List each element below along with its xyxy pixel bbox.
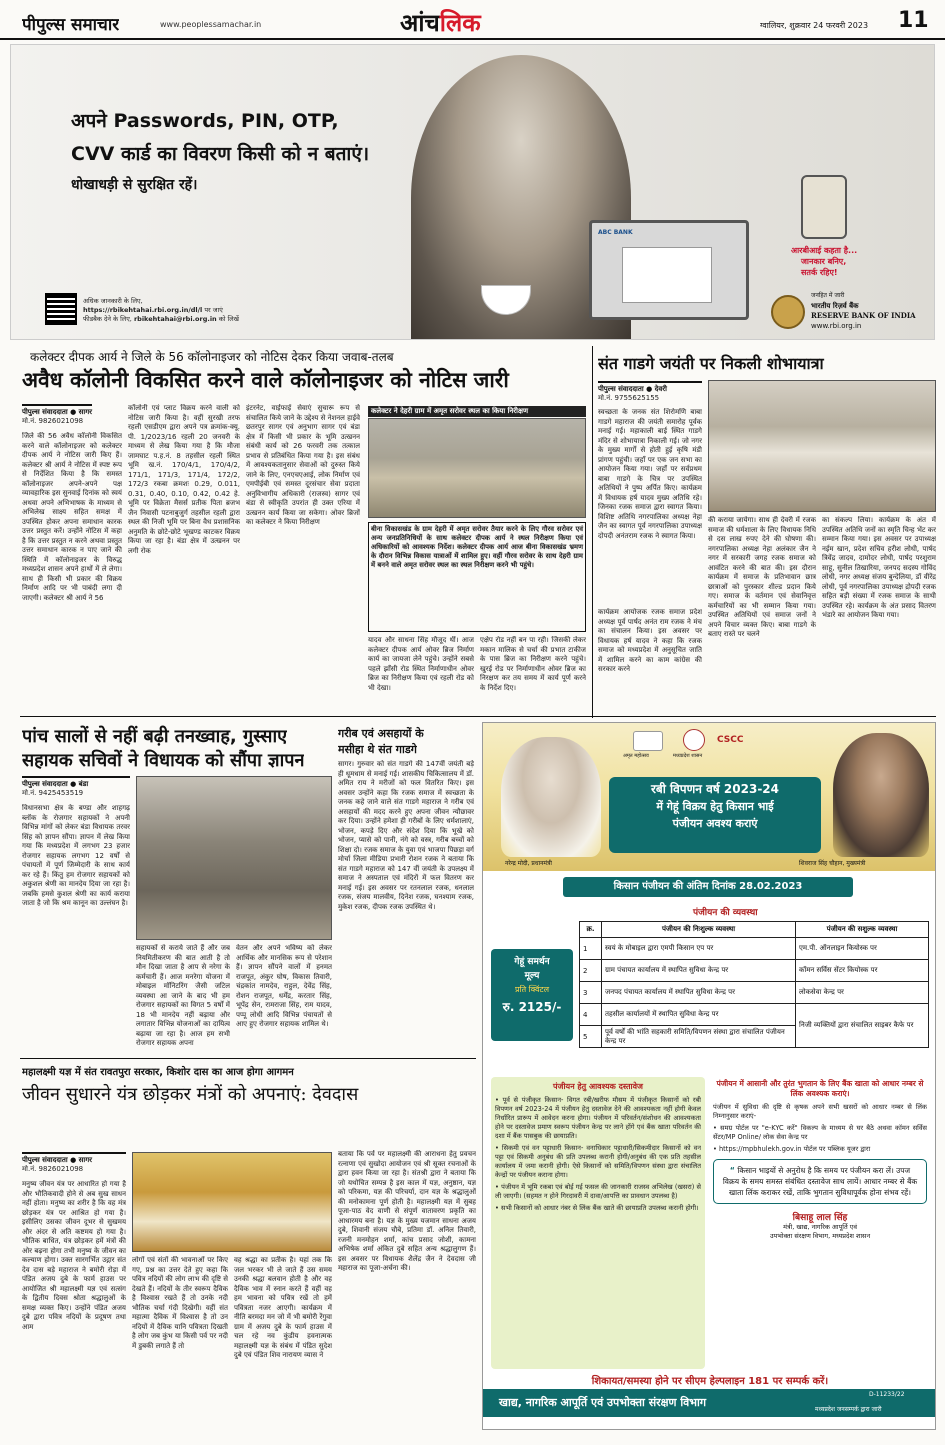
story1-col5: एक्षेप रोड नहीं बन पा रही। जिसकी लेकर मकान मालिक से चर्चा की प्रभात टाकीज के पास ब्रिज का निरीक्षण करने पहुंचे। खुरई रोड पर निर्माणाधीन ओवर ब्रिज का निरक्षण कर तय समय में कार्य पूर्ण करने के निर्देश दिए। bbox=[480, 636, 586, 692]
story5-col3: वह श्रद्धा का प्रतीक है। यहां तक कि जल भरकर भी ले जाते हैं उस समय उनकी श्रद्धा बलवान होती है और वह दैविक भाव में स्नान करते हैं वहीं वह हम भावना को पवित्र रखें तो हमें पवित्रता नजर आएगी। कार्यक्रम में नीति बरमदा मन जो में भी बमोरी रेंगुवा ग्राम में अजय दुबे के फार्म हाउस में चल रहे नव कुंडीय हवनात्मक महालक्ष्मी यज्ञ के संबंध में पंडित सुदेश दुबे एवं पंडित शिव नारायण व्यास ने bbox=[234, 1256, 332, 1359]
rbi-issuer-block bbox=[811, 291, 916, 331]
story3-phone: मो.नं. 9425453519 bbox=[22, 789, 84, 797]
pay-title: पंजीयन में आसानी और तुरंत भुगतान के लिए बैंक खाता को आधार नम्बर से लिंक अवश्यक कराएं। bbox=[716, 1079, 924, 1098]
page-number: 11 bbox=[898, 8, 929, 33]
story3-byline: पीपुल्स संवाददाता ● बंडा bbox=[22, 776, 130, 789]
story1-col2: कॉलोनी एवं प्लाट विक्रय करने वाली को नोटिस जारी किया है। वहीं सुरखी तरफ रहली एसडीएम द्वारा अपने पत्र क्रमांक-क्यू. पी. 1/2023/16 रहली 20 जनवरी के माध्यम से लेख किया गया है कि मौजा जामघाट प.ह.नं. 8 तहसील रहली स्थित भूमि ख.नं. 170/4/1, 170/4/2, 171/1, 171/3, 171/4, 172/2, 172/3 रकबा क्रमशः 0.29, 0.011, 0.31, 0.40, 0.10, 0.42, 0.42 हे. भूमि पर विक्रेता मैसर्स प्रतीक पिता ब्रजभ जैन निवासी पटनाबुजुर्ग तहसील रहली द्वारा स्थल की निजी भूमि पर बिना वैध प्रशासनिक अनुमति के छोटे-छोटे भूखण्ड काटकर विक्रय किया जा रहा है। बंडा क्षेत्र में उत्खनन पर लगी रोक bbox=[128, 404, 240, 555]
kisan-deadline: किसान पंजीयन की अंतिम दिनांक 28.02.2023 bbox=[563, 877, 853, 897]
story1-col4: यादव और साधना सिंह मौजूद थीं। आज कलेक्टर दीपक आर्य ओवर ब्रिज निर्माण कार्य का जायजा लेने पहुंचे। उन्होंने सबसे पहले झाँसी रोड स्थित निर्माणाधीन ओवर ब्रिज का निरीक्षण किया एवं रहली रोड को भी देखा। bbox=[368, 636, 474, 692]
story1-col1: जिले की 56 अवैध कॉलोनी विकसित करने वाले कॉलोनाइजर को कलेक्टर दीपक आर्य ने नोटिस जारी किए हैं। कलेक्टर श्री आर्य ने नोटिस में स्पष्ट रूप से निर्देशित किया है कि समस्त कॉलोनाइजर अपने-अपने पक्ष व्यावहारिक इस सुनवाई दिनांक को स्वयं अथवा अपने अभिभाषक के माध्यम से अभिलेख साक्ष्य सहित समक्ष में उपस्थित होकर अपना समाधान कारक उत्तर प्रस्तुत करें। उन्होंने नोटिस में कहा है कि उत्तर प्रस्तुत न करने अथवा प्रस्तुत उत्तर समाधान कारक न पाए जाने की स्थिति में कॉलोनाइजर के विरुद्ध मध्यप्रदेश शासन अपने हाथों में ले लेगा। साथ ही किसी भी प्रकार की विक्रय निर्माण आदि पर भी पाबंदी लगा दी जाएगी। कलेक्टर श्री आर्य ने 56 bbox=[22, 432, 122, 602]
table-cell: तहसील कार्यालयों में स्थापित सुविधा केन्द्र पर bbox=[602, 1004, 796, 1026]
rbi-info-3: फीडबैक देने के लिए, bbox=[83, 315, 132, 323]
story3-headline-2: सहायक सचिवों ने विधायक को सौंपा ज्ञापन bbox=[22, 750, 305, 771]
story3-col3: वेतन और अपने भविष्य को लेकर आर्थिक और मानसिक रूप से परेशान हैं। ज्ञापन सौंपने वालों में हनमत राजपूत, अंकुर घोष, विकास तिवारी, चंद्रकांत नामदेव, राहुल, देवेंद्र सिंह, रोशन राजपूत, धर्मेंद्र, करतार सिंह, भूपेंद्र सेन, रामराजा सिंह, राम यादव, पप्पू लोधी आदि विभिन्न पंचायतों से आए हुए रोजगार सहायक शामिल थे। bbox=[236, 944, 332, 1028]
signatory: बिसाहू लाल सिंह bbox=[792, 1213, 848, 1223]
story1-photo-caption-title: कलेक्टर ने देहरी ग्राम में अमृत सरोवर स्थल का किया निरीक्षण bbox=[368, 406, 586, 417]
kisan-banner-1: रबी विपणन वर्ष 2023-24 bbox=[650, 782, 780, 796]
story1-photo-caption: बीना विकासखंड के ग्राम देहरी में अमृत सरोवर तैयार करने के लिए गौरव सरोवर एवं अन्य जनप्रतिनिधियों के साथ कलेक्टर दीपक आर्य ने स्थल निरीक्षण किया एवं अधिकारियों को आवश्यक निर्देश। कलेक्टर दीपक आर्य आज बीना विकासखंड भ्रमण के दौरान विभिन्न विकास यात्राओं में शामिल हुए। वहीं गौरव सरोवर के साथ देहरी ग्राम में बनने वाले अमृत सरोवर स्थल का स्थल निरीक्षण करने भी पहुंचे। bbox=[368, 522, 586, 632]
divider bbox=[592, 346, 593, 718]
table-row bbox=[580, 960, 929, 982]
rbi-info-block bbox=[83, 297, 423, 324]
amrit-logo-label: अमृत महोत्सव bbox=[623, 753, 649, 759]
mp-logo-label: मध्यप्रदेश शासन bbox=[673, 753, 703, 759]
table-cell: स्वयं के मोबाइल द्वारा एमपी किसान एप पर bbox=[602, 938, 796, 960]
rbi-line-2: CVV कार्ड का विवरण किसी को न बताएं। bbox=[71, 143, 370, 165]
rbi-bank-hi: भारतीय रिज़र्व बैंक bbox=[811, 302, 859, 310]
table-cell: 5 bbox=[580, 1026, 602, 1048]
ad-code: D-11233/22 bbox=[869, 1391, 905, 1398]
story2-photo bbox=[708, 380, 936, 512]
table-cell: पूर्व वर्षों की भांति सहकारी समिति/विपणन संस्था द्वारा संचालित पंजीयन केन्द्र पर bbox=[602, 1026, 796, 1048]
cscc-logo: CSCC bbox=[717, 735, 744, 745]
dateline: ग्वालियर, शुक्रवार 24 फरवरी 2023 bbox=[760, 21, 869, 30]
dept-bar bbox=[483, 1389, 936, 1417]
amrit-logo-icon bbox=[633, 731, 663, 751]
msp-1: गेहूं समर्थन bbox=[514, 957, 550, 967]
table-cell: एम.पी. ऑनलाइन कियोस्क पर bbox=[796, 938, 929, 960]
table-cell: 3 bbox=[580, 982, 602, 1004]
story2-col3: की कराया जायेगा। साथ ही देवरी में रजक समाज की धर्मशाला के लिए विधायक निधि से दस लाख रुपए देने की घोषणा की। नगरपालिका अध्यक्ष नेहा अलंकार जैन ने नगर में सरकारी जगह रजक समाज को आवंटित करने की बात की। इस दौरान कार्यक्रम में समाज के प्रतिभावान छात्र छात्राओं को पुरस्कार शील्ड प्रदान किये गए। समाज के वर्तमान एवं सेवानिवृत्त कर्मचारियों का भी सम्मान किया गया। उपस्थित अतिथियों एवं समाज जनों ने अपने विचार व्यक्त किए। बाबा गाडगे के बताए रास्ते पर चलने bbox=[708, 516, 816, 638]
pay-body: पंजीयन में सुविधा की दृष्टि से कृषक अपने सभी खसरों को आधार नम्बर से लिंक निम्नानुसार कराएं- bbox=[713, 1103, 927, 1120]
story5-photo bbox=[132, 1152, 332, 1252]
chouhan-caption: शिवराज सिंह चौहान, मुख्यमंत्री bbox=[799, 860, 866, 867]
rbi-ad bbox=[10, 44, 935, 340]
docs-4: • सभी किसानों को आधार नंबर से लिंक बैंक खाते की छायाप्रति उपलब्ध करानी होगी। bbox=[495, 1204, 699, 1212]
quote-mark-icon: “ bbox=[729, 1166, 738, 1175]
story1-col3: इंटरनेट, वाईफाई सेवाएं सुचारू रूप से संचालित किये जाने के उद्देश्य से नेशनल हाईवे छतरपुर सागर एवं अनुभाग सागर एवं बंडा क्षेत्र में किसी भी प्रकार के भूमि उत्खनन संबंधी कार्य को 26 फरवरी तक तत्काल प्रभाव से प्रतिबंधित किया गया है। इस संबंध में आवश्यकतानुसार सेवाओं को दुरुस्त किये जाने के लिए, एनएचएआई, लोक निर्माण एवं एमपीईबी एवं समस्त दूरसंचार सेवा प्रदाता अनुविभागीय अधिकारी (राजस्व) सागर एवं बंडा से स्वीकृति उपरांत ही उक्त एरिया में उत्खनन कार्य किया जा सकेगा। ओवर ब्रिजों का कलेक्टर ने किया निरीक्षण bbox=[246, 404, 360, 526]
kisan-banner bbox=[483, 723, 936, 871]
table-cell: 1 bbox=[580, 938, 602, 960]
rbi-url[interactable]: https://rbikehtahai.rbi.org.in/dl/l bbox=[83, 306, 203, 314]
table-cell: 2 bbox=[580, 960, 602, 982]
table-cell: कॉमन सर्विस सेंटर कियोस्क पर bbox=[796, 960, 929, 982]
kisan-banner-box bbox=[609, 777, 821, 853]
story1-headline: अवैध कॉलोनी विकसित करने वाले कॉलोनाइजर को नोटिस जारी bbox=[22, 367, 509, 392]
rbi-info-2: पर जाएं bbox=[204, 306, 223, 314]
story5-col1: मनुष्य जीवन यंत्र पर आधारित हो गया है और भौतिकवादी होने से अब सुख साधन नहीं होता। मनुष्य का शरीर है कि वह मंत्र छोड़कर यंत्र पर आश्रित हो गया है। इसीलिए उसका जीवन दूभर से सुखमय और अंदर से अति कष्टमय हो गया है। भौतिक बाधित, यंत्र छोड़कर हमें मंत्रों की ओर बढ़ना होगा तभी मनुष्य के जीवन का कल्याण होगा। उक्त सारगर्भित उद्गार संत देव दास बड़े महाराज ने बमोरी रोड़ा में पंडित अजय दुबे के फार्म हाउस पर आयोजित श्री महालक्ष्मी यज्ञ एवं सत्संग के द्वितीय दिवस श्रोता श्रद्धालुओं के समक्ष व्यक्त किए। उन्होंने पंडित अजय दुबे द्वारा पवित्र नदियों के प्रदूषण तथा आम bbox=[22, 1180, 126, 1331]
laptop-form bbox=[622, 247, 712, 303]
rbi-slogan bbox=[791, 245, 857, 278]
story5-kicker: महालक्ष्मी यज्ञ में संत रावतपुरा सरकार, किशोर दास का आज होगा आगमन bbox=[22, 1067, 294, 1078]
story2-col2: कार्यक्रम आयोजक रजक समाज प्रदेश अध्यक्ष पूर्व पार्षद अनंत राम रजक ने मंच का संचालन किया। इस अवसर पर विधायक हर्ष यादव ने कहा कि रजक समाज को मध्यप्रदेश में अनुसूचित जाति में शामिल करने का काम कांग्रेस की सरकार करने bbox=[598, 608, 702, 673]
qr-code-icon bbox=[45, 293, 77, 325]
table-cell: जनपद पंचायत कार्यालय में स्थापित सुविधा केन्द्र पर bbox=[602, 982, 796, 1004]
story3-headline-1: पांच सालों से नहीं बढ़ी तनख्वाह, गुस्साए bbox=[22, 726, 288, 747]
story2-headline: संत गाडगे जयंती पर निकली शोभायात्रा bbox=[598, 354, 824, 373]
sign-title-1: मंत्री, खाद्य, नागरिक आपूर्ति एवं bbox=[783, 1223, 857, 1231]
docs-1: • पूर्व से पंजीकृत किसान- विगत रबी/खरीफ मौसम में पंजीकृत किसानों को रबी विपणन वर्ष 2023-24 में पंजीयन हेतु दस्तावेज देने की आवश्यकता नहीं होगी केवल निर्धारित प्रारूप में आवेदन करना होगा। पंजीयन में परिवर्तन/संशोधन की आवश्यकता होने पर दस्तावेज प्रमाण स्वरूप पंजीयन केन्द्र पर लाने होंगे एवं बैंक खाता परिवर्तन की दशा में बैंक पासबुक की छायाप्रति। bbox=[495, 1096, 701, 1140]
chouhan-photo bbox=[833, 733, 929, 857]
rbi-mascot-icon bbox=[801, 175, 847, 239]
docs-box bbox=[491, 1077, 705, 1369]
paper-name: पीपुल्स समाचार bbox=[22, 15, 120, 35]
story2-byline: पीपुल्स संवाददाता ● देवरी bbox=[598, 381, 702, 394]
table-header: क्र. bbox=[580, 922, 602, 938]
story3-col1: विधानसभा क्षेत्र के बण्डा और शाहगढ़ ब्लॉक के रोजगार सहायकों ने अपनी विभिन्न मांगों को लेकर बंडा विधायक तरवर सिंह को ज्ञापन सौंपा। ज्ञापन में लेख किया गया कि मध्यप्रदेश में लगभग 23 हजार रोजगार सहायक लगभग 12 वर्षों से पंचायतों में पूर्ण जिम्मेदारी के साथ कार्य कर रहे हैं। किंतु हम रोजगार सहायकों को अकुशल श्रेणी का मानदेय दिया जा रहा है। जबकि हमसे कुशल श्रेणी का कार्य कराया जाता है जो कि श्रम कानून का उल्लंघन है। bbox=[22, 804, 130, 907]
helpline: शिकायत/समस्या होने पर सीएम हेल्पलाइन 181 पर सम्पर्क करें। bbox=[591, 1376, 829, 1387]
rbi-info-1: अधिक जानकारी के लिए, bbox=[83, 297, 143, 305]
ad-issuer: मध्यप्रदेश जनसम्पर्क द्वारा जारी bbox=[815, 1406, 882, 1413]
msp-2: मूल्य bbox=[524, 971, 540, 981]
quote-text: किसान भाइयों से अनुरोध है कि समय पर पंजीयन करा लें। उपज विक्रय के समय समस्त संबंधित दस्तावेज साथ लायें। आधार नम्बर से बैंक खाता लिंक कराकर रखें, ताकि भुगतान सुविधापूर्वक होना संभव रहें। bbox=[722, 1166, 918, 1197]
divider bbox=[20, 716, 936, 717]
rbi-line-3: धोखाधड़ी से सुरक्षित रहें। bbox=[71, 177, 198, 193]
rbi-issuer: जनहित में जारी bbox=[811, 292, 845, 299]
table-row bbox=[580, 938, 929, 960]
story5-col2: लोगों एवं संतों की भावनाओं पर किए गए, प्रश्न का उत्तर देते हुए कहा कि पवित्र नदियों की लोग लाभ की दृष्टि से देखते हैं। नदियों के तीर स्वरूप दैविक है विश्वास रखते हैं तो उनके नदी भौतिक चर्चा गंदी दिखेगी। वहीं संत महात्मा दैविक में विश्वास है तो उन नदियों में दैविक यानि पवित्रता दिखती है लोग जब कुंभ या किसी पर्व पर नदी में डुबकी लगाते हैं तो bbox=[132, 1256, 228, 1350]
masthead bbox=[0, 0, 945, 40]
story5-phone: मो.नं. 9826021098 bbox=[22, 1165, 84, 1173]
story2-phone: मो.नं. 9755625155 bbox=[598, 394, 660, 402]
registration-table bbox=[579, 921, 929, 1048]
sign-title-2: उपभोक्ता संरक्षण विभाग, मध्यप्रदेश शासन bbox=[769, 1232, 871, 1240]
section-title bbox=[400, 6, 481, 39]
kisan-ad bbox=[482, 722, 936, 1430]
story1-photo bbox=[368, 418, 586, 518]
msp-box bbox=[491, 949, 573, 1041]
table-header: पंजीयन की निःशुल्क व्यवस्था bbox=[602, 922, 796, 938]
kisan-banner-3: पंजीयन अवश्य कराएं bbox=[672, 817, 758, 830]
laptop-brand: ABC BANK bbox=[598, 229, 633, 236]
pay-1: • समग्र पोर्टल पर "e-KYC करें" विकल्प के माध्यम से घर बैठे अथवा कॉमन सर्विस सेंटर/MP Online/ लोक सेवा केन्द्र पर bbox=[713, 1124, 927, 1141]
kisan-banner-2: में गेहूं विक्रय हेतु किसान भाई bbox=[656, 800, 774, 813]
table-cell: 4 bbox=[580, 1004, 602, 1026]
rbi-email[interactable]: rbikehtahai@rbi.org.in bbox=[133, 315, 217, 323]
docs-3: • पंजीयन में भूमि रकबा एवं बोई गई फसल की जानकारी राजस्व अभिलेख (खसरा) से ली जाएगी। (सहमत न होने गिरदावरी में दावा/आपत्ति का प्रावधान उपलब्ध है) bbox=[495, 1183, 701, 1200]
section-title-a: आंच bbox=[400, 8, 440, 37]
story2-col4: का संकल्प लिया। कार्यक्रम के अंत में उपस्थित अतिथि जनों का स्मृति चिन्ह भेंट कर सम्मान किया गया। इस अवसर पर उपाध्यक्ष नईम खान, प्रदेश सचिव हरीश लोधी, पार्षद त्रिवेंद्र जादव, दामोदर लोधी, पार्षद परशुराम साहू, सुनील तिखारिया, जनपद सदस्य गोविंद लोधी, नगर अध्यक्ष संजय बुन्देलिया, डॉ वीरेंद्र लोधी, पूर्व नगरपालिका उपाध्यक्ष द्रोपदी रजक सहित बड़ी संख्या में रजक समाज के साथी उपस्थित रहे। कार्यक्रम के अंत प्रसाद वितरण भंडारे का आयोजन किया गया। bbox=[822, 516, 936, 619]
pay-box bbox=[711, 1077, 929, 1369]
msp-3: प्रति क्विंटल bbox=[514, 985, 550, 994]
pay-2: • https://mpbhulekh.gov.in पोर्टल पर पब्लिक यूजर द्वारा bbox=[713, 1145, 871, 1153]
msp-4: रु. 2125/- bbox=[502, 1000, 562, 1014]
story4-headline-2: मसीहा थे संत गाडगे bbox=[338, 743, 417, 756]
story1-phone: मो.नं. 9826021098 bbox=[22, 417, 84, 425]
modi-caption: नरेन्द्र मोदी, प्रधानमंत्री bbox=[505, 860, 552, 867]
story5-headline: जीवन सुधारने यंत्र छोड़कर मंत्रों को अपनाएं: देवदास bbox=[22, 1084, 359, 1105]
mp-logo-icon bbox=[683, 729, 705, 751]
table-cell: लोकसेवा केन्द्र पर bbox=[796, 982, 929, 1004]
rbi-slogan-2: जानकार बनिए, bbox=[801, 257, 847, 266]
divider bbox=[20, 1058, 476, 1059]
laptop bbox=[589, 220, 749, 320]
section-title-b: लिक bbox=[439, 8, 481, 37]
story4-body: सागर। गुरुवार को संत गाडगे की 147वीं जयंती बड़े ही धूमधाम से मनाई गई। शासकीय चिकित्सालय में डॉ. अमित राय ने मरीजों को फल वितरित किए। इस अवसर उन्होंने कहा कि रजक समाज में स्वच्छता के जनक कहे जाने वाले संत गाडगे महाराज ने गरीब एवं असहायों की मदद करने हुए अपना जीवन न्यौछावर कर दिया। उन्होंने हमेशा ही गरीबों के लिए धर्मशालाएं, भोजन, कपड़े दिए और संदेश दिया कि भूखे को भोजन, प्यासे को पानी, नंगे को वस्त्र, गरीब बच्चों को शिक्षा दो। रजक समाज के युवा एवं भाजपा पिछड़ा वर्ग मोर्चा जिला मीडिया प्रभारी रोशन रजक ने बताया कि संत गाडगे महाराज को 147 वीं जयंती के उपलक्ष्य में समाज ने अस्पताल एवं मंदिरों में फल वितरण कर मनाई गई। इस अवसर पर रतनलाल रजक, धनलाल रजक, संजय मालवीय, दिनेश रजक, घनश्याम रजक, मुकेश रजक, दीपक रजक उपस्थित थे। bbox=[338, 760, 474, 911]
modi-photo bbox=[501, 737, 601, 857]
story3-col2: सहायकों से कराये जाते हैं और जब नियमितीकरण की बात आती है तो मौन दिखा जाता है आप से नरेगा के कर्मचारी हैं। आज मनरेगा योजना में मोबाइल मॉनिटरिंग जैसी जटिल व्यवस्था आ जाने के बाद भी हम रोजगार सहायकों का विगत 5 वर्षों में 18 भी मानदेय नहीं बढ़ाया और लगातार विभिन्न योजनाओं का दायित्व बढ़ाया जा रहा है। आज हम सभी रोजगार सहायक अपना bbox=[136, 944, 230, 1047]
rbi-line-1: अपने Passwords, PIN, OTP, bbox=[71, 110, 339, 132]
quote-box bbox=[713, 1159, 927, 1204]
story5-byline: पीपुल्स संवाददाता ● सागर bbox=[22, 1152, 126, 1165]
table-cell: ग्राम पंचायत कार्यालय में स्थापित सुविधा केन्द्र पर bbox=[602, 960, 796, 982]
story1-byline: पीपुल्स संवाददाता ● सागर bbox=[22, 404, 92, 417]
table-cell: निजी व्यक्तियों द्वारा संचालित साइबर कैफे पर bbox=[796, 1004, 929, 1048]
table-row bbox=[580, 982, 929, 1004]
kisan-table-title: पंजीयन की व्यवस्था bbox=[693, 908, 758, 918]
paper-url: www.peoplessamachar.in bbox=[160, 20, 262, 29]
table-row bbox=[580, 1004, 929, 1026]
table-header: पंजीयन की सशुल्क व्यवस्था bbox=[796, 922, 929, 938]
story3-photo bbox=[136, 776, 332, 940]
table-header-row bbox=[580, 922, 929, 938]
story2-col1: स्वच्छता के जनक संत शिरोमणि बाबा गाडगे महाराज की जयंती समारोह पूर्वक मनाई गई। महाकाली बाई स्थित गाडगे मंदिर से शोभायात्रा निकाली गई। जो नगर के मुख्य मार्गों से होती हुई कृषि मंडी प्रांगण पहुंची। जहाँ पर एक जन सभा का आयोजन किया गया। जहाँ पर सर्वप्रथम बाबा गाडगे के चित्र पर उपस्थित अतिथियों ने पुष्प अर्पित किए। कार्यक्रम में विधायक हर्ष यादव मुख्य अतिथि रहे। जिनका रजक समाज द्वारा स्वागत किया। विशिष्ट अतिथि नगरपालिका अध्यक्ष नेहा जैन का स्वागत पूर्व नगरपालिका उपाध्यक्ष दोपदी अनंतराम रजक ने स्वागत किया। bbox=[598, 408, 702, 540]
rbi-slogan-1: आरबीआई कहता है... bbox=[791, 246, 858, 255]
story5-col4: बताया कि पर्व पर महालक्ष्मी की आराधना हेतु प्रवचन रत्नाणा एवं सुखोदा आयोजन एवं श्री सूक्त रचनाओं के द्वारा हवन किया जा रहा है। संतश्री द्वारा ने बताया कि जो यथोचित सम्पन्न है इस काल में यज्ञ, अनुष्ठान, यज्ञ को परिकमा, यज्ञ की परिचर्या, दान यज्ञ के श्रद्धालुओं की मनोकामना पूर्ण होती है। महालक्ष्मी यज्ञ में सुबह पूजा-पाठ वेद वाणी से संपूर्ण वातावरण प्रकृति का आधारमय बना है। यज्ञ के मुख्य यजमान साधना अजय दुबे, शिवानी संजय चौबे, प्रतिमा डॉ. अनिल तिवारी, रजनी मनमोहन शर्मा, कांच प्रसाद जोशी, कामना अभिषेक शर्मा अंकित दुबे सहित अन्य श्रद्धालुगण हैं। इस अवसर पर विधायक शैलेंद्र जैन ने देवदास जी महाराज का पूजा-अर्चना की। bbox=[338, 1150, 476, 1272]
rbi-seal-icon bbox=[771, 295, 805, 329]
rbi-site[interactable]: www.rbi.org.in bbox=[811, 322, 862, 330]
story4-headline-1: गरीब एवं असहायों के bbox=[338, 727, 424, 740]
story1-kicker: कलेक्टर दीपक आर्य ने जिले के 56 कॉलोनाइजर को नोटिस देकर किया जवाब-तलब bbox=[30, 350, 394, 364]
rbi-slogan-3: सतर्क रहिए! bbox=[801, 268, 838, 277]
rbi-bank-en: RESERVE BANK OF INDIA bbox=[811, 311, 916, 320]
docs-2: • सिकमी एवं वन पट्टाधारी किसान- वनाधिकार पट्टाधारी/सिकमीदार किसानों को वन पट्टा एवं सिकमी अनुबंध की प्रति उपलब्ध करानी होगी/अनुबंध की एक प्रति तहसील कार्यालय में जमा करानी होगी। ऐसे किसानों को समिति/विपणन संस्था द्वारा संचालित केन्द्रों पर पंजीयन कराना होगा। bbox=[495, 1144, 701, 1179]
dept-name: खाद्य, नागरिक आपूर्ति एवं उपभोक्ता संरक्षण विभाग bbox=[499, 1396, 707, 1409]
docs-title: पंजीयन हेतु आवश्यक दस्तावेज bbox=[553, 1082, 643, 1091]
rbi-info-4: को लिखें bbox=[218, 315, 239, 323]
